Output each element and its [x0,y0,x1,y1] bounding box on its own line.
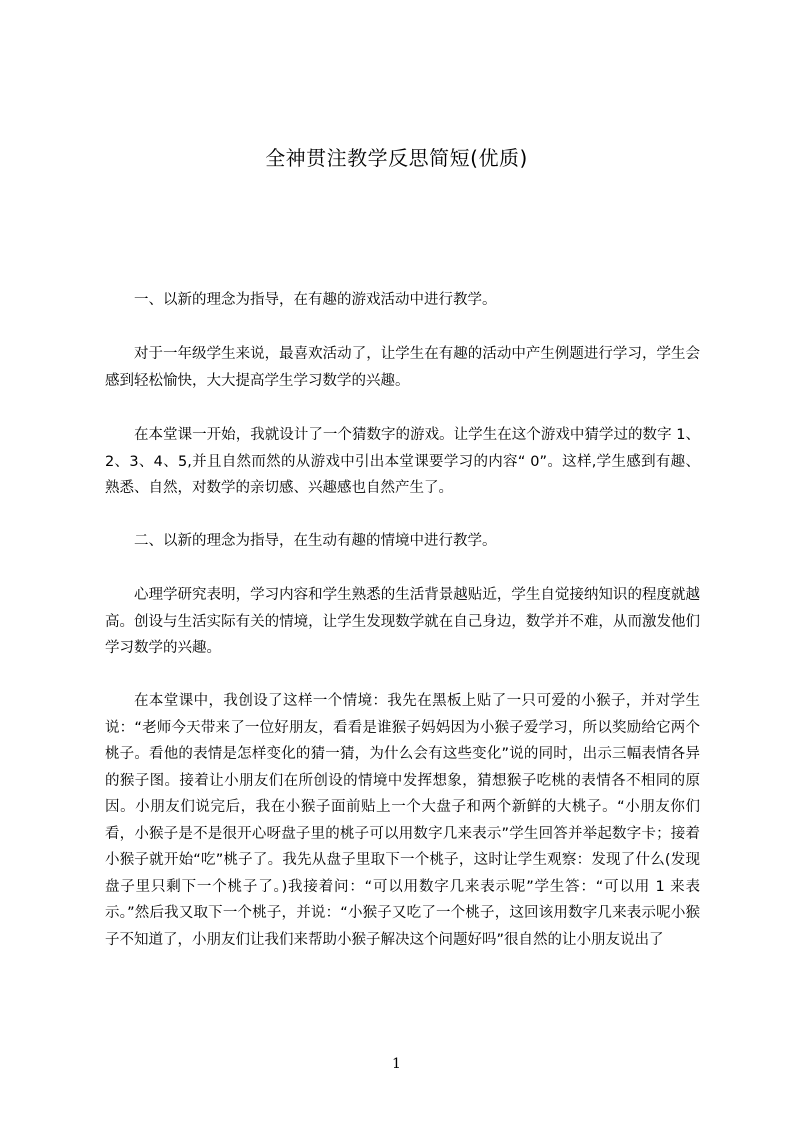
paragraph: 在本堂课一开始，我就设计了一个猜数字的游戏。让学生在这个游戏中猜学过的数字 1、2、3、4、5,并且自然而然的从游戏中引出本堂课要学习的内容“ 0”。这样,学生感到有趣、熟悉、自然，对数学的亲切感、兴趣感也自然产生了。 [105,427,700,496]
section-heading-1: 一、以新的理念为指导，在有趣的游戏活动中进行教学。 [134,292,497,308]
paragraph: 在本堂课中，我创设了这样一个情境：我先在黑板上贴了一只可爱的小猴子，并对学生说：“老师今天带来了一位好朋友，看看是谁猴子妈妈因为小猴子爱学习，所以奖励给它两个桃子。看他的表情是怎样变化的猜一猜，为什么会有这些变化”说的同时，出示三幅表情各异的猴子图。接着让小朋友们在所创设的情境中发挥想象，猜想猴子吃桃的表情各不相同的原因。小朋友们说完后，我在小猴子面前贴上一个大盘子和两个新鲜的大桃子。“小朋友你们看，小猴子是不是很开心呀盘子里的桃子可以用数字几来表示”学生回答并举起数字卡；接着小猴子就开始“吃”桃子了。我先从盘子里取下一个桃子，这时让学生观察：发现了什么(发现盘子里只剩下一个桃子了。)我接着问：“可以用数字几来表示呢”学生答：“可以用 1 来表示。”然后我又取下一个桃子，并说：“小猴子又吃了一个桃子，这回该用数字几来表示呢小猴子不知道了，小朋友们让我们来帮助小猴子解决这个问题好吗”很自然的让小朋友说出了 [105,693,700,948]
paragraph: 对于一年级学生来说，最喜欢活动了，让学生在有趣的活动中产生例题进行学习，学生会感到轻松愉快，大大提高学生学习数学的兴趣。 [105,346,700,389]
document-title: 全神贯注教学反思简短(优质) [265,146,528,170]
paragraph: 心理学研究表明，学习内容和学生熟悉的生活背景越贴近，学生自觉接纳知识的程度就越高。创设与生活实际有关的情境，让学生发现数学就在自己身边，数学并不难，从而激发他们学习数学的兴趣。 [105,587,700,656]
page-number: 1 [392,1056,401,1072]
section-heading-2: 二、以新的理念为指导，在生动有趣的情境中进行教学。 [134,533,497,549]
